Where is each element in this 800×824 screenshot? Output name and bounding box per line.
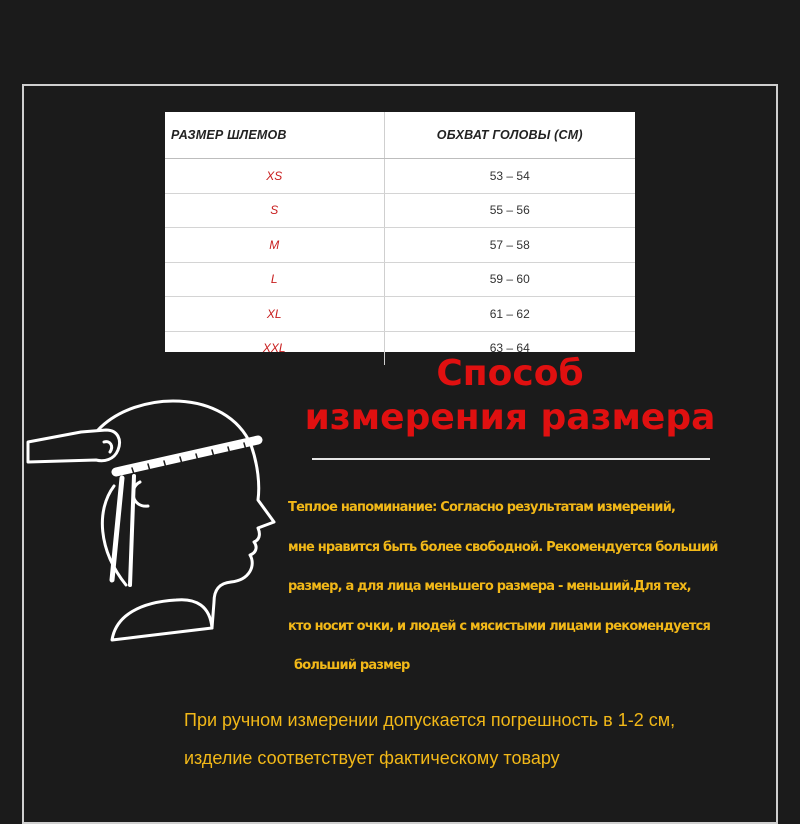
size-cell: M <box>165 228 384 263</box>
head-circumference-cell: 63 – 64 <box>489 341 530 356</box>
tip-line: мне нравится быть более свободной. Рекомендуется больший <box>288 539 718 555</box>
note-line: изделие соответствует фактическому товару <box>184 748 560 768</box>
size-cell: XXL <box>165 331 384 365</box>
head-measurement-illustration-icon <box>26 390 286 655</box>
size-cell: XL <box>165 297 384 332</box>
size-cell: XS <box>165 159 384 194</box>
warm-reminder-text <box>288 500 788 698</box>
column-header-size: РАЗМЕР ШЛЕМОВ <box>165 112 384 159</box>
table-header-row <box>165 112 635 159</box>
title-line: Способ <box>436 353 584 394</box>
tip-line: Теплое напоминание: Согласно результатам измерений, <box>288 500 676 515</box>
size-cell: L <box>165 262 384 297</box>
head-circumference-cell: 61 – 62 <box>384 297 635 332</box>
head-circumference-cell: 53 – 54 <box>384 159 635 194</box>
size-chart-table <box>165 112 635 356</box>
table-row <box>165 262 635 297</box>
table-row <box>165 297 635 332</box>
title-divider <box>312 458 710 460</box>
table-row <box>165 228 635 263</box>
column-header-head-circumference: ОБХВАТ ГОЛОВЫ (СМ) <box>384 112 635 159</box>
head-circumference-cell: 55 – 56 <box>384 193 635 228</box>
measurement-tolerance-note <box>184 710 784 786</box>
size-cell: S <box>165 193 384 228</box>
tip-line: больший размер <box>294 658 410 673</box>
head-circumference-cell: 57 – 58 <box>384 228 635 263</box>
head-circumference-cell: 59 – 60 <box>384 262 635 297</box>
table-row <box>165 193 635 228</box>
note-line: При ручном измерении допускается погрешность в 1-2 см, <box>184 710 676 730</box>
tip-line: кто носит очки, и людей с мясистыми лицами рекомендуется <box>288 618 711 634</box>
tip-line: размер, а для лица меньшего размера - меньший.Для тех, <box>288 579 691 594</box>
measurement-method-title <box>290 352 730 440</box>
title-line: измерения размера <box>304 397 716 438</box>
table-row <box>165 159 635 194</box>
